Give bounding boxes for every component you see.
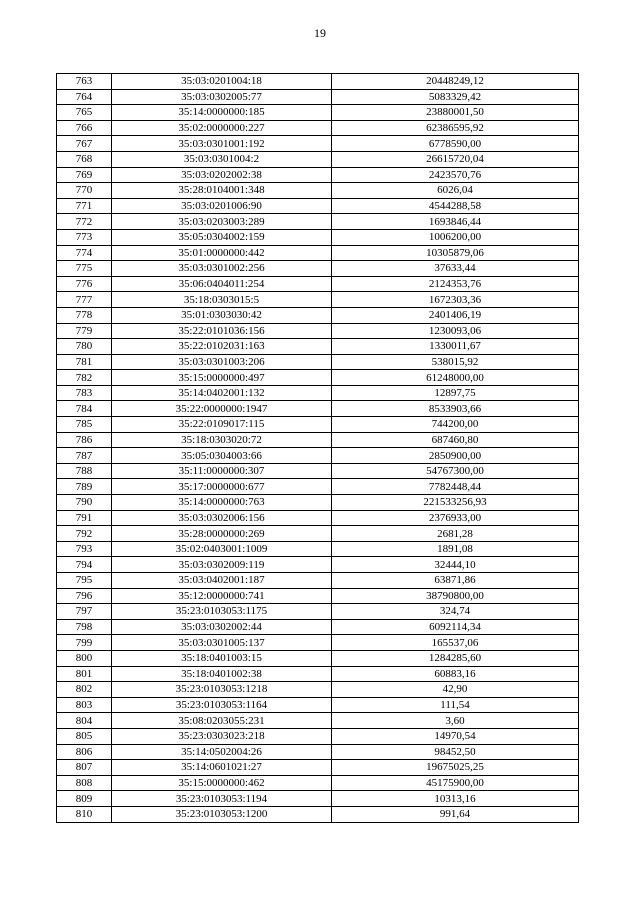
cadastral-value-cell: 38790800,00: [332, 588, 579, 604]
table-row: [57, 557, 579, 573]
row-number-cell: 789: [57, 479, 112, 495]
row-number-cell: 763: [57, 74, 112, 90]
cadastral-number-cell: 35:03:0301005:137: [112, 635, 332, 651]
table-row: [57, 541, 579, 557]
row-number-cell: 771: [57, 198, 112, 214]
table-row: [57, 105, 579, 121]
cadastral-value-cell: 324,74: [332, 604, 579, 620]
cadastral-number-cell: 35:03:0203003:289: [112, 214, 332, 230]
row-number-cell: 777: [57, 292, 112, 308]
row-number-cell: 764: [57, 89, 112, 105]
table-row: [57, 229, 579, 245]
table-row: [57, 573, 579, 589]
cadastral-number-cell: 35:23:0103053:1164: [112, 697, 332, 713]
row-number-cell: 810: [57, 806, 112, 822]
cadastral-value-cell: 4544288,58: [332, 198, 579, 214]
row-number-cell: 779: [57, 323, 112, 339]
cadastral-number-cell: 35:23:0103053:1194: [112, 791, 332, 807]
table-row: [57, 198, 579, 214]
table-row: [57, 74, 579, 90]
row-number-cell: 796: [57, 588, 112, 604]
table-row: [57, 307, 579, 323]
cadastral-value-cell: 2376933,00: [332, 510, 579, 526]
cadastral-number-cell: 35:14:0601021:27: [112, 760, 332, 776]
cadastral-value-cell: 6778590,00: [332, 136, 579, 152]
cadastral-value-cell: 221533256,93: [332, 495, 579, 511]
table-row: [57, 604, 579, 620]
table-row: [57, 744, 579, 760]
row-number-cell: 775: [57, 261, 112, 277]
row-number-cell: 765: [57, 105, 112, 121]
row-number-cell: 801: [57, 666, 112, 682]
cadastral-value-cell: 32444,10: [332, 557, 579, 573]
cadastral-value-cell: 20448249,12: [332, 74, 579, 90]
row-number-cell: 786: [57, 432, 112, 448]
row-number-cell: 782: [57, 370, 112, 386]
cadastral-value-cell: 1672303,36: [332, 292, 579, 308]
cadastral-number-cell: 35:02:0000000:227: [112, 120, 332, 136]
cadastral-value-cell: 42,90: [332, 682, 579, 698]
row-number-cell: 803: [57, 697, 112, 713]
cadastral-value-cell: 14970,54: [332, 728, 579, 744]
cadastral-number-cell: 35:15:0000000:462: [112, 775, 332, 791]
cadastral-value-cell: 744200,00: [332, 417, 579, 433]
table-row: [57, 619, 579, 635]
cadastral-value-cell: 1284285,60: [332, 650, 579, 666]
cadastral-value-cell: 7782448,44: [332, 479, 579, 495]
table-row: [57, 245, 579, 261]
cadastral-value-cell: 6026,04: [332, 183, 579, 199]
table-row: [57, 401, 579, 417]
cadastral-value-cell: 538015,92: [332, 354, 579, 370]
table-row: [57, 463, 579, 479]
cadastral-number-cell: 35:08:0203055:231: [112, 713, 332, 729]
table-row: [57, 432, 579, 448]
cadastral-number-cell: 35:03:0402001:187: [112, 573, 332, 589]
table-row: [57, 292, 579, 308]
table-row: [57, 682, 579, 698]
cadastral-number-cell: 35:22:0109017:115: [112, 417, 332, 433]
row-number-cell: 792: [57, 526, 112, 542]
cadastral-number-cell: 35:05:0304002:159: [112, 229, 332, 245]
cadastral-value-cell: 2124353,76: [332, 276, 579, 292]
cadastral-value-cell: 2423570,76: [332, 167, 579, 183]
cadastral-number-cell: 35:22:0101036:156: [112, 323, 332, 339]
cadastral-number-cell: 35:02:0403001:1009: [112, 541, 332, 557]
row-number-cell: 805: [57, 728, 112, 744]
cadastral-value-cell: 2681,28: [332, 526, 579, 542]
row-number-cell: 774: [57, 245, 112, 261]
table-row: [57, 183, 579, 199]
cadastral-number-cell: 35:03:0301004:2: [112, 151, 332, 167]
cadastral-value-cell: 111,54: [332, 697, 579, 713]
row-number-cell: 795: [57, 573, 112, 589]
cadastral-value-cell: 54767300,00: [332, 463, 579, 479]
cadastral-number-cell: 35:03:0201006:90: [112, 198, 332, 214]
row-number-cell: 807: [57, 760, 112, 776]
row-number-cell: 773: [57, 229, 112, 245]
table-row: [57, 775, 579, 791]
cadastral-number-cell: 35:18:0401002:38: [112, 666, 332, 682]
cadastral-value-cell: 1330011,67: [332, 339, 579, 355]
cadastral-number-cell: 35:03:0202002:38: [112, 167, 332, 183]
row-number-cell: 767: [57, 136, 112, 152]
cadastral-number-cell: 35:03:0302002:44: [112, 619, 332, 635]
cadastral-number-cell: 35:22:0000000:1947: [112, 401, 332, 417]
cadastral-number-cell: 35:05:0304003:66: [112, 448, 332, 464]
table-row: [57, 713, 579, 729]
table-row: [57, 791, 579, 807]
table-row: [57, 120, 579, 136]
cadastral-value-cell: 12897,75: [332, 385, 579, 401]
cadastral-value-cell: 6092114,34: [332, 619, 579, 635]
cadastral-number-cell: 35:14:0000000:763: [112, 495, 332, 511]
cadastral-value-cell: 2850900,00: [332, 448, 579, 464]
table-row: [57, 728, 579, 744]
row-number-cell: 783: [57, 385, 112, 401]
table-row: [57, 214, 579, 230]
table-row: [57, 385, 579, 401]
cadastral-value-cell: 2401406,19: [332, 307, 579, 323]
cadastral-number-cell: 35:23:0303023:218: [112, 728, 332, 744]
table-row: [57, 323, 579, 339]
row-number-cell: 790: [57, 495, 112, 511]
row-number-cell: 804: [57, 713, 112, 729]
table-row: [57, 167, 579, 183]
table-row: [57, 650, 579, 666]
table-row: [57, 760, 579, 776]
cadastral-number-cell: 35:14:0502004:26: [112, 744, 332, 760]
table-row: [57, 510, 579, 526]
page-number: 19: [314, 26, 326, 40]
table-row: [57, 635, 579, 651]
cadastral-value-cell: 63871,86: [332, 573, 579, 589]
cadastral-value-cell: 60883,16: [332, 666, 579, 682]
cadastral-value-cell: 10313,16: [332, 791, 579, 807]
row-number-cell: 772: [57, 214, 112, 230]
table-row: [57, 697, 579, 713]
table-row: [57, 89, 579, 105]
cadastral-number-cell: 35:03:0301002:256: [112, 261, 332, 277]
cadastral-value-cell: 61248000,00: [332, 370, 579, 386]
cadastral-number-cell: 35:03:0302006:156: [112, 510, 332, 526]
cadastral-number-cell: 35:03:0301001:192: [112, 136, 332, 152]
row-number-cell: 806: [57, 744, 112, 760]
row-number-cell: 809: [57, 791, 112, 807]
row-number-cell: 780: [57, 339, 112, 355]
cadastral-number-cell: 35:18:0303020:72: [112, 432, 332, 448]
table-row: [57, 806, 579, 822]
cadastral-value-cell: 3,60: [332, 713, 579, 729]
table-row: [57, 666, 579, 682]
cadastral-number-cell: 35:01:0303030:42: [112, 307, 332, 323]
cadastral-value-cell: 687460,80: [332, 432, 579, 448]
cadastral-value-cell: 62386595,92: [332, 120, 579, 136]
table-row: [57, 588, 579, 604]
cadastral-number-cell: 35:11:0000000:307: [112, 463, 332, 479]
row-number-cell: 784: [57, 401, 112, 417]
table-row: [57, 151, 579, 167]
row-number-cell: 776: [57, 276, 112, 292]
cadastral-value-table: [56, 73, 579, 823]
cadastral-value-cell: 26615720,04: [332, 151, 579, 167]
row-number-cell: 802: [57, 682, 112, 698]
cadastral-number-cell: 35:01:0000000:442: [112, 245, 332, 261]
table-row: [57, 370, 579, 386]
cadastral-value-cell: 23880001,50: [332, 105, 579, 121]
cadastral-number-cell: 35:23:0103053:1218: [112, 682, 332, 698]
row-number-cell: 793: [57, 541, 112, 557]
cadastral-value-cell: 1230093,06: [332, 323, 579, 339]
cadastral-number-cell: 35:28:0104001:348: [112, 183, 332, 199]
row-number-cell: 797: [57, 604, 112, 620]
row-number-cell: 798: [57, 619, 112, 635]
row-number-cell: 794: [57, 557, 112, 573]
row-number-cell: 791: [57, 510, 112, 526]
cadastral-number-cell: 35:14:0000000:185: [112, 105, 332, 121]
row-number-cell: 778: [57, 307, 112, 323]
cadastral-number-cell: 35:03:0302009:119: [112, 557, 332, 573]
row-number-cell: 766: [57, 120, 112, 136]
row-number-cell: 799: [57, 635, 112, 651]
table-row: [57, 339, 579, 355]
cadastral-value-cell: 1693846,44: [332, 214, 579, 230]
row-number-cell: 800: [57, 650, 112, 666]
table-row: [57, 479, 579, 495]
row-number-cell: 808: [57, 775, 112, 791]
cadastral-number-cell: 35:03:0301003:206: [112, 354, 332, 370]
cadastral-number-cell: 35:14:0402001:132: [112, 385, 332, 401]
table-row: [57, 417, 579, 433]
cadastral-value-cell: 5083329,42: [332, 89, 579, 105]
cadastral-value-cell: 19675025,25: [332, 760, 579, 776]
row-number-cell: 788: [57, 463, 112, 479]
cadastral-number-cell: 35:22:0102031:163: [112, 339, 332, 355]
cadastral-number-cell: 35:18:0303015:5: [112, 292, 332, 308]
cadastral-value-cell: 37633,44: [332, 261, 579, 277]
cadastral-number-cell: 35:12:0000000:741: [112, 588, 332, 604]
cadastral-value-cell: 165537,06: [332, 635, 579, 651]
row-number-cell: 770: [57, 183, 112, 199]
table-row: [57, 354, 579, 370]
table-row: [57, 261, 579, 277]
cadastral-number-cell: 35:23:0103053:1175: [112, 604, 332, 620]
table-row: [57, 495, 579, 511]
cadastral-value-cell: 991,64: [332, 806, 579, 822]
cadastral-number-cell: 35:06:0404011:254: [112, 276, 332, 292]
cadastral-value-cell: 45175900,00: [332, 775, 579, 791]
table-row: [57, 526, 579, 542]
cadastral-value-cell: 8533903,66: [332, 401, 579, 417]
cadastral-number-cell: 35:15:0000000:497: [112, 370, 332, 386]
cadastral-number-cell: 35:18:0401003:15: [112, 650, 332, 666]
cadastral-number-cell: 35:23:0103053:1200: [112, 806, 332, 822]
cadastral-value-cell: 1006200,00: [332, 229, 579, 245]
cadastral-number-cell: 35:03:0201004:18: [112, 74, 332, 90]
row-number-cell: 785: [57, 417, 112, 433]
row-number-cell: 768: [57, 151, 112, 167]
row-number-cell: 787: [57, 448, 112, 464]
table-body: [57, 74, 579, 823]
row-number-cell: 781: [57, 354, 112, 370]
table-row: [57, 276, 579, 292]
cadastral-value-cell: 98452,50: [332, 744, 579, 760]
cadastral-number-cell: 35:28:0000000:269: [112, 526, 332, 542]
cadastral-value-cell: 1891,08: [332, 541, 579, 557]
cadastral-number-cell: 35:03:0302005:77: [112, 89, 332, 105]
table-row: [57, 136, 579, 152]
cadastral-value-cell: 10305879,06: [332, 245, 579, 261]
row-number-cell: 769: [57, 167, 112, 183]
table-row: [57, 448, 579, 464]
cadastral-number-cell: 35:17:0000000:677: [112, 479, 332, 495]
